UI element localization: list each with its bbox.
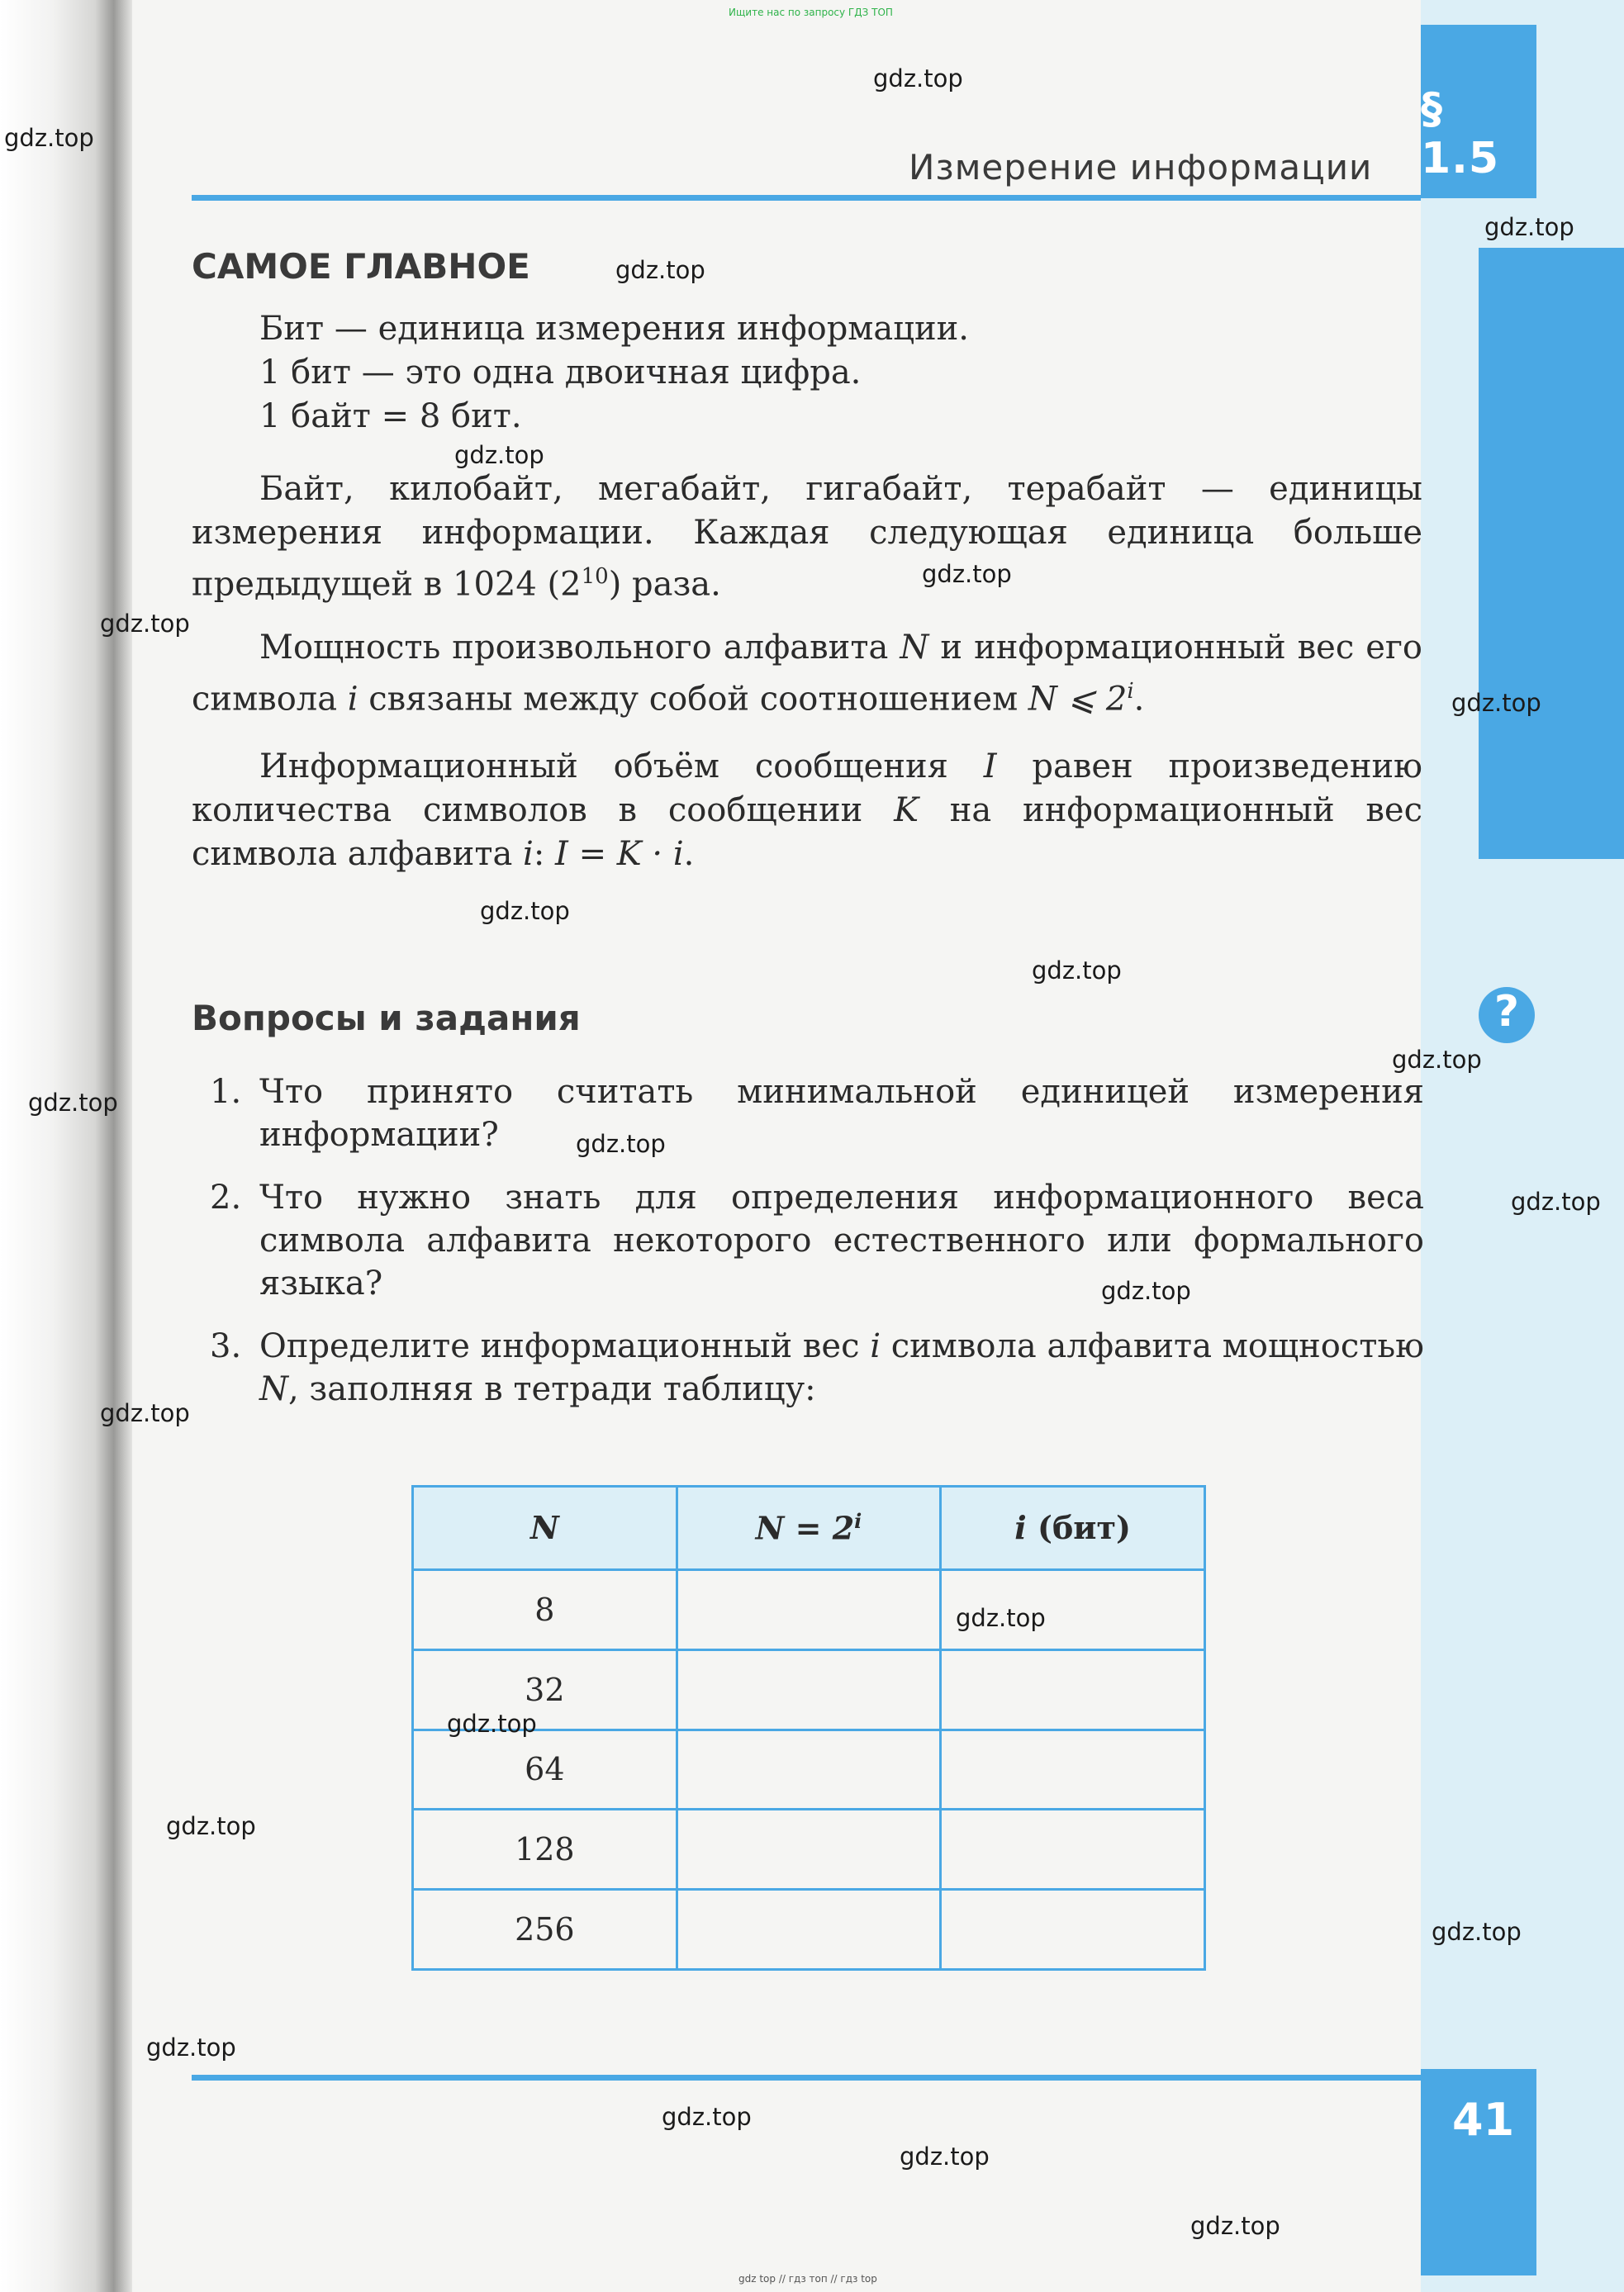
table-cell-n: 128 — [413, 1810, 677, 1890]
table-cell-empty — [677, 1569, 941, 1649]
header-rule — [192, 195, 1421, 201]
watermark: gdz.top — [447, 1710, 537, 1738]
table-cell-empty — [677, 1810, 941, 1890]
header-n: N — [413, 1487, 677, 1570]
question-1: 1. Что принято считать минимальной единицей измерения информации? — [210, 1073, 1424, 1154]
table-cell-empty — [677, 1649, 941, 1730]
watermark: gdz.top — [615, 256, 705, 284]
watermark: gdz.top — [100, 610, 190, 638]
table-row — [413, 1810, 1205, 1890]
footer-note: gdz top // гдз топ // гдз top — [738, 2273, 877, 2285]
summary-line-3: 1 байт = 8 бит. — [259, 397, 522, 435]
watermark: gdz.top — [576, 1130, 666, 1158]
watermark: gdz.top — [4, 124, 94, 152]
search-hint: Ищите нас по запросу ГДЗ ТОП — [729, 7, 893, 18]
watermark: gdz.top — [1101, 1277, 1191, 1305]
watermark: gdz.top — [873, 64, 963, 93]
questions-heading: Вопросы и задания — [192, 998, 581, 1038]
watermark: gdz.top — [1484, 213, 1574, 241]
section-title: Измерение информации — [909, 147, 1373, 187]
header-n-equals-2i: $N = 2^i$ — [677, 1487, 941, 1570]
watermark: gdz.top — [662, 2103, 752, 2131]
table-cell-empty — [941, 1730, 1205, 1810]
page-number-tab — [1421, 2069, 1536, 2275]
table-cell-n: 8 — [413, 1569, 677, 1649]
table-cell-n: 32 — [413, 1649, 677, 1730]
summary-line-1: Бит — единица измерения информации. — [259, 310, 970, 348]
section-tab — [1421, 25, 1536, 198]
table-header-row — [413, 1487, 1205, 1570]
question-2: 2. Что нужно знать для определения информационного веса символа алфавита некоторого естественного или формального языка? — [210, 1179, 1424, 1303]
table-cell-n: 64 — [413, 1730, 677, 1810]
margin-tab — [1479, 248, 1624, 859]
watermark: gdz.top — [480, 897, 570, 925]
volume-paragraph: Информационный объём сообщения I равен произведению количества символов в сообщении K на информационный вес символа алфавита i: I = K · i. — [192, 747, 1422, 873]
table-row — [413, 1730, 1205, 1810]
question-icon: ? — [1479, 987, 1535, 1043]
watermark: gdz.top — [100, 1399, 190, 1427]
watermark: gdz.top — [956, 1604, 1046, 1632]
table-row — [413, 1890, 1205, 1970]
watermark: gdz.top — [454, 441, 544, 469]
watermark: gdz.top — [166, 1812, 256, 1840]
units-paragraph: Байт, килобайт, мегабайт, гигабайт, терабайт — единицы измерения информации. Каждая следующая единица больше предыдущей в 1024 $(2^{10})$ раза. — [192, 470, 1422, 604]
watermark: gdz.top — [28, 1089, 118, 1117]
book-spine-shadow — [0, 0, 132, 2292]
table-cell-empty — [677, 1890, 941, 1970]
watermark: gdz.top — [922, 560, 1012, 588]
alphabet-paragraph: Мощность произвольного алфавита N и информационный вес его символа i связаны между собой соотношением N ⩽ 2$^i$. — [192, 629, 1422, 719]
watermark: gdz.top — [1511, 1188, 1601, 1216]
table-cell-n: 256 — [413, 1890, 677, 1970]
table-cell-empty — [941, 1649, 1205, 1730]
page-number: 41 — [1452, 2094, 1515, 2146]
table-cell-empty — [941, 1890, 1205, 1970]
watermark: gdz.top — [900, 2143, 990, 2171]
watermark: gdz.top — [1190, 2212, 1280, 2240]
watermark: gdz.top — [1032, 956, 1122, 985]
table-cell-empty — [677, 1730, 941, 1810]
question-3: 3. Определите информационный вес i символа алфавита мощностью N, заполняя в тетради таблицу: — [210, 1327, 1425, 1408]
section-number: § 1.5 — [1421, 84, 1500, 183]
summary-heading: САМОЕ ГЛАВНОЕ — [192, 246, 530, 287]
watermark: gdz.top — [1451, 689, 1541, 717]
watermark: gdz.top — [1392, 1046, 1482, 1074]
watermark: gdz.top — [1432, 1918, 1522, 1946]
table-row — [413, 1569, 1205, 1649]
watermark: gdz.top — [146, 2033, 236, 2062]
footer-rule — [192, 2075, 1421, 2081]
table-cell-empty — [941, 1810, 1205, 1890]
summary-line-2: 1 бит — это одна двоичная цифра. — [259, 354, 862, 391]
header-i-bits: i (бит) — [941, 1487, 1205, 1570]
